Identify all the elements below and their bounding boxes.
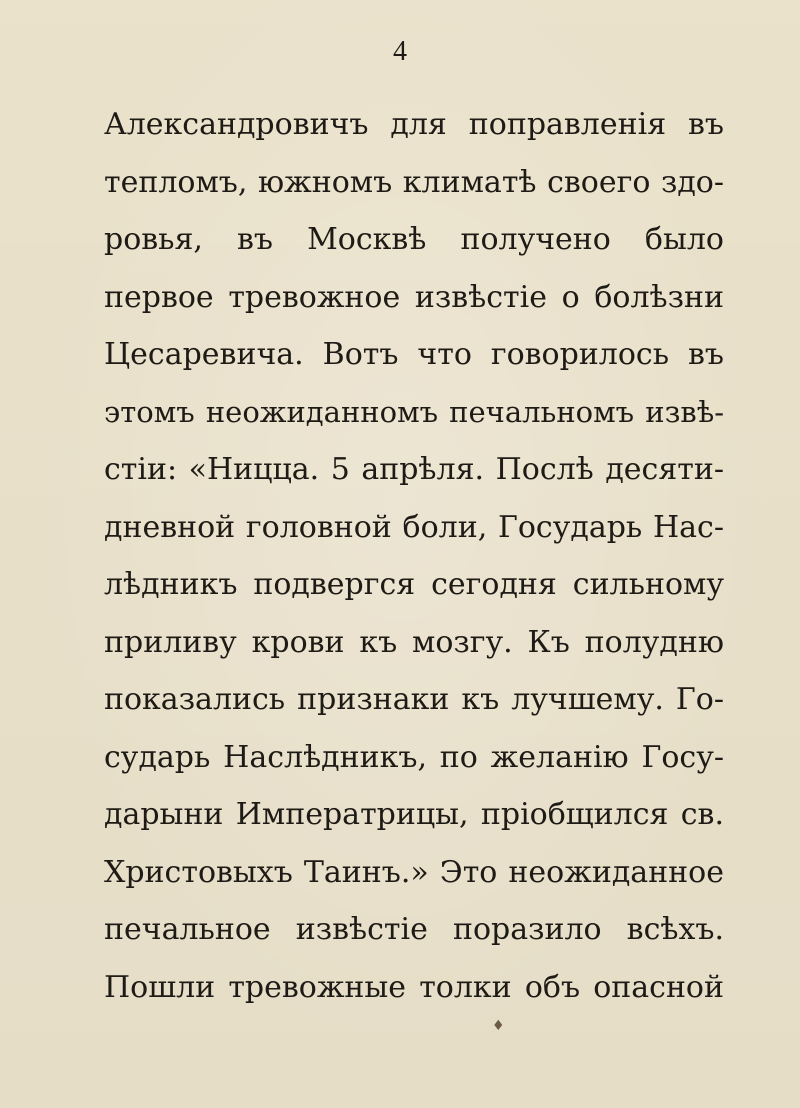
text-line: тепломъ, южномъ климатѣ своего здо- (104, 164, 724, 200)
text-line: дневной головной боли, Государь Нас- (104, 509, 724, 545)
text-line: ровья, въ Москвѣ получено было (104, 222, 724, 257)
text-line: Христовыхъ Таинъ.» Это неожиданное (104, 854, 724, 890)
body-text (104, 96, 724, 1016)
text-line: лѣдникъ подвергся сегодня сильному (104, 567, 724, 602)
text-line: стіи: «Ницца. 5 апрѣля. Послѣ десяти- (104, 452, 724, 487)
text-line: Цесаревича. Вотъ что говорилось въ (104, 337, 724, 372)
text-line: приливу крови къ мозгу. Къ полудню (104, 624, 724, 660)
text-line: сударь Наслѣдникъ, по желанію Госу- (104, 739, 724, 775)
text-line: показались признаки къ лучшему. Го- (104, 682, 724, 717)
page-number: 4 (393, 36, 407, 67)
text-line: Пошли тревожные толки объ опасной (104, 969, 724, 1005)
ink-speck-icon: ♦ (492, 1018, 505, 1034)
text-line: Александровичъ для поправленія въ (104, 107, 724, 142)
text-line: дарыни Императрицы, пріобщился св. (104, 797, 724, 832)
text-line: печальное извѣстіе поразило всѣхъ. (104, 912, 724, 947)
text-line: первое тревожное извѣстіе о болѣзни (104, 279, 724, 315)
text-line: этомъ неожиданномъ печальномъ извѣ- (104, 394, 724, 429)
